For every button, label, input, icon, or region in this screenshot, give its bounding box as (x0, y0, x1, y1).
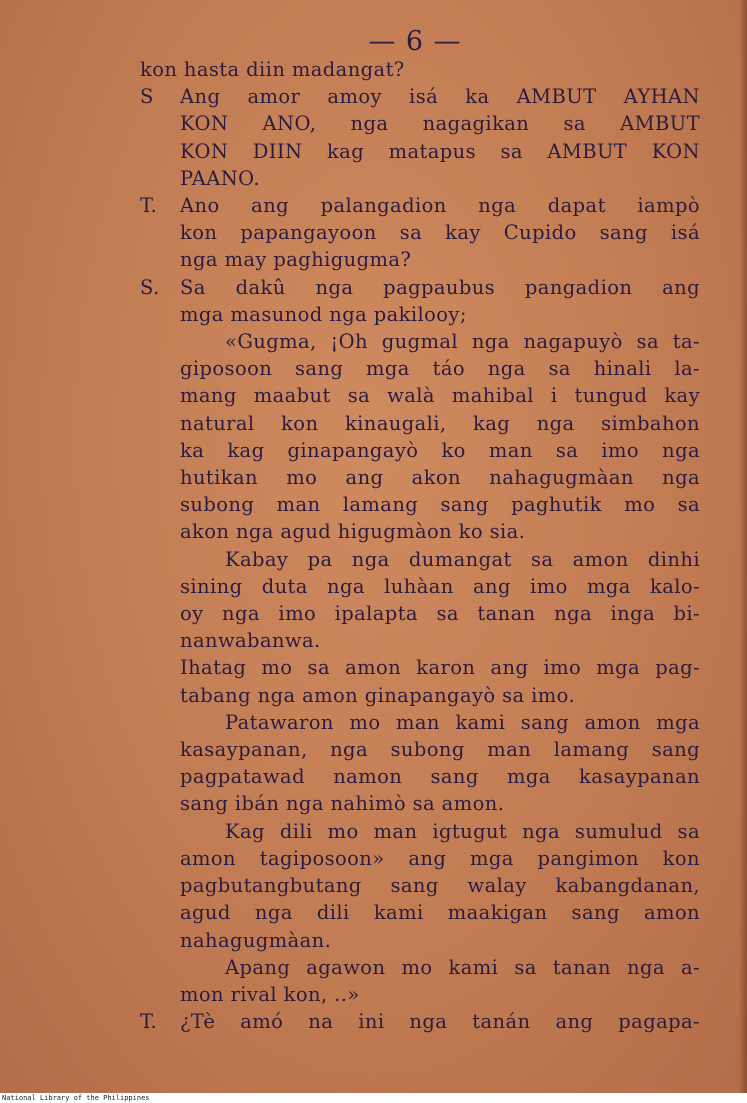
paragraph-question-t2 (140, 1008, 700, 1035)
speaker-label: S (140, 85, 154, 109)
text-line: pagbutangbutang sang walay kabangdanan, (180, 874, 700, 898)
text-line: nga may paghigugma? (180, 248, 412, 272)
text-line: kon papangayoon sa kay Cupido sang isá (180, 221, 700, 245)
text-line: S Ang amor amoy isá ka AMBUT AYHAN (180, 83, 700, 110)
page-number: — 6 — (368, 26, 462, 57)
text-line: kon hasta diin madangat? (140, 58, 405, 81)
text-line: Ihatag mo sa amon karon ang imo mga pag- (180, 656, 700, 680)
text-line: giposoon sang mga táo nga sa hinali la- (180, 357, 700, 381)
text-line: akon nga agud higugmàon ko sia. (180, 520, 526, 544)
text-line: sining duta nga luhàan ang imo mga kalo- (180, 574, 700, 598)
text-line: ka kag ginapangayò ko man sa imo nga (180, 438, 700, 462)
text-line: tabang nga amon ginapangayò sa imo. (180, 683, 576, 707)
paragraph-answer-s (140, 83, 700, 192)
speaker-label: S. (140, 275, 160, 299)
text-line: Apang agawon mo kami sa tanan nga a- (225, 955, 700, 979)
prayer-paragraph-6 (140, 954, 700, 1008)
text-line: mang maabut sa walà mahibal i tungud kay (180, 384, 700, 408)
text-line: Patawaron mo man kami sang amon mga (225, 710, 700, 734)
text-line: pagpatawad namon sang mga kasaypanan (180, 765, 700, 789)
prayer-paragraph-1 (140, 328, 700, 546)
text-line: T. Ano ang palangadion nga dapat iampò (180, 192, 700, 219)
text-line: Kabay pa nga dumangat sa amon dinhi (225, 547, 700, 571)
text-line: KON ANO, nga nagagikan sa AMBUT (180, 112, 700, 136)
text-line: nahagugmàan. (180, 928, 332, 952)
prayer-paragraph-3 (140, 654, 700, 708)
paragraph-answer-cont (140, 56, 700, 83)
paragraph-question-t (140, 192, 700, 274)
speaker-label: T. (140, 194, 158, 218)
text-line: amon tagiposoon» ang mga pangimon kon (180, 846, 700, 870)
text-line: T. ¿Tè amó na ini nga tanán ang pagapa- (180, 1008, 700, 1035)
text-line: Kag dili mo man igtugut nga sumulud sa (225, 819, 700, 843)
text-line: natural kon kinaugali, kag nga simbahon (180, 411, 700, 435)
library-credit: National Library of the Philippines (2, 1094, 150, 1102)
prayer-paragraph-4 (140, 709, 700, 818)
text-line: hutikan mo ang akon nahagugmàan nga (180, 466, 700, 490)
text-line: «Gugma, ¡Oh gugmal nga nagapuyò sa ta- (225, 330, 700, 354)
page-text (140, 56, 700, 1035)
text-line: mon rival kon, ..» (180, 982, 360, 1006)
prayer-paragraph-5 (140, 818, 700, 954)
text-line: sang ibán nga nahimò sa amon. (180, 792, 505, 816)
text-line: KON DIIN kag matapus sa AMBUT KON (180, 139, 700, 163)
text-line: mga masunod nga pakilooy; (180, 302, 467, 326)
paragraph-answer-s2 (140, 274, 700, 328)
text-line: PAANO. (180, 166, 261, 190)
prayer-paragraph-2 (140, 546, 700, 655)
text-line: S. Sa dakû nga pagpaubus pangadion ang (180, 274, 700, 301)
text-line: subong man lamang sang paghutik mo sa (180, 493, 700, 517)
page-edge-shadow (739, 0, 747, 1093)
text-line: agud nga dili kami maakigan sang amon (180, 901, 700, 925)
text-line: oy nga imo ipalapta sa tanan nga inga bi- (180, 602, 700, 626)
text-line: nanwabanwa. (180, 629, 321, 653)
speaker-label: T. (140, 1010, 158, 1034)
text-line: kasaypanan, nga subong man lamang sang (180, 738, 700, 762)
